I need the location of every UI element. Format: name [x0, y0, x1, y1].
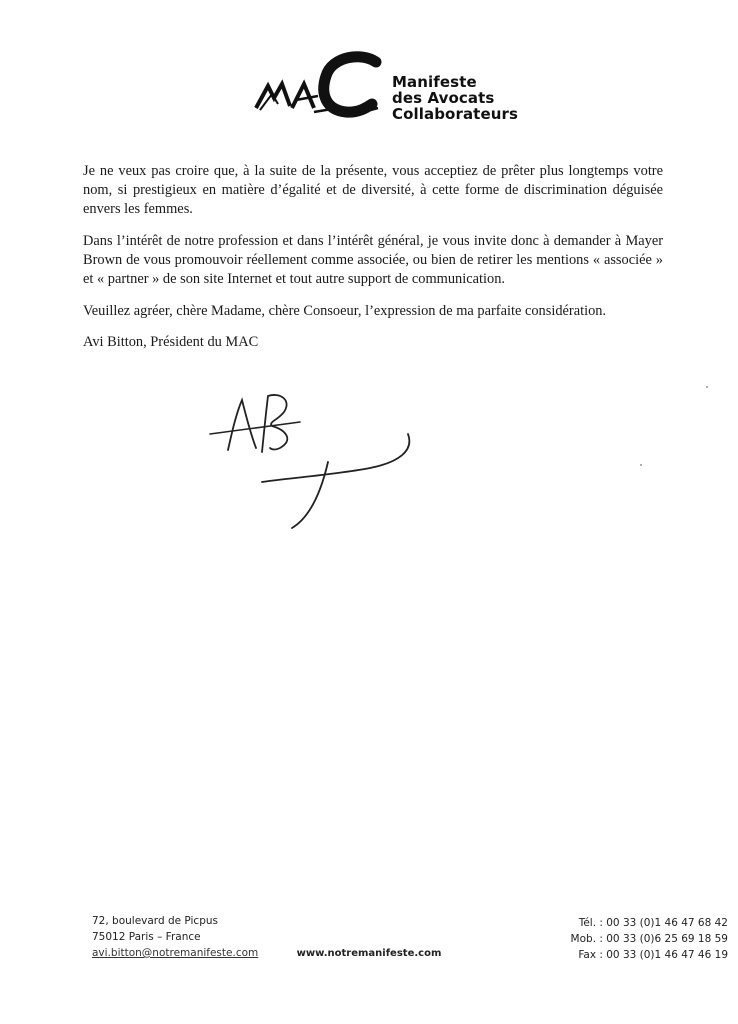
signoff: Avi Bitton, Président du MAC — [83, 334, 259, 350]
logo-wordmark — [392, 74, 518, 122]
mac-logo — [254, 50, 524, 130]
letter-body — [83, 162, 663, 365]
paragraph-closing: Veuillez agréer, chère Madame, chère Consoeur, l’expression de ma parfaite considération. — [83, 303, 607, 319]
mac-logo-mark — [254, 50, 394, 130]
address-street: 72, boulevard de Picpus — [92, 915, 218, 927]
logo-line-1: Manifeste — [392, 73, 477, 91]
phone-mob: Mob. : 00 33 (0)6 25 69 18 59 — [570, 933, 728, 945]
scan-speck — [640, 464, 642, 466]
logo-line-3: Collaborateurs — [392, 105, 519, 123]
email-link[interactable]: avi.bitton@notremanifeste.com — [92, 947, 259, 959]
logo-line-2: des Avocats — [392, 89, 495, 107]
phone-fax: Fax : 00 33 (0)1 46 47 46 19 — [578, 949, 728, 961]
paragraph-2: Dans l’intérêt de notre profession et dans l’intérêt général, je vous invite donc à demander à Mayer Brown de vous promouvoir réellement comme associée, ou bien de retirer les mentions « associée » et « partner » de son site Internet et tout autre support de communication. — [83, 233, 663, 287]
paragraph-1: Je ne veux pas croire que, à la suite de la présente, vous acceptiez de prêter plus longtemps votre nom, si prestigieux en matière d’égalité et de diversité, à cette forme de discrimination déguisée envers les femmes. — [83, 163, 663, 217]
phone-tel: Tél. : 00 33 (0)1 46 47 68 42 — [578, 917, 728, 929]
website-link[interactable]: www.notremanifeste.com — [296, 948, 442, 959]
scan-speck — [706, 386, 708, 388]
address-city: 75012 Paris – France — [92, 931, 201, 943]
handwritten-signature — [200, 392, 430, 537]
